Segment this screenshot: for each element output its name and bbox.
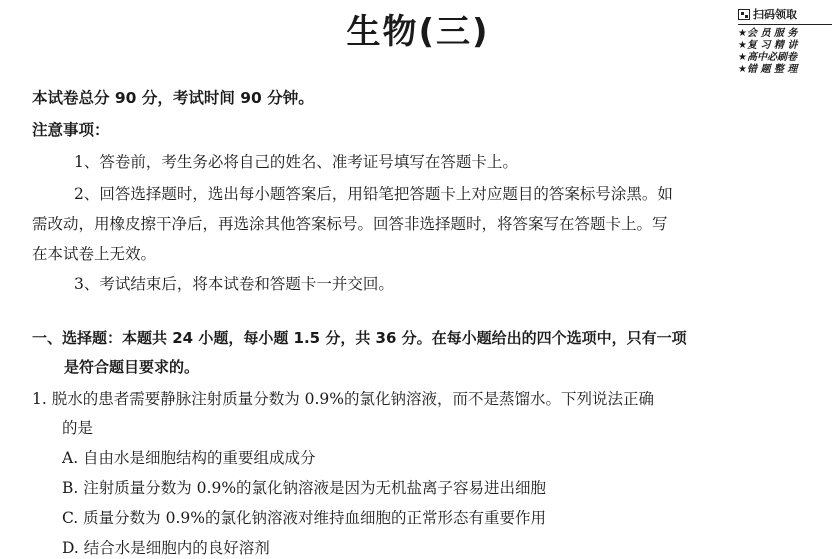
- notice-item: 2、回答选择题时，选出每小题答案后，用铅笔把答题卡上对应题目的答案标号涂黑。如: [74, 185, 673, 203]
- badge-item: ★高中必刷卷: [738, 52, 797, 63]
- exam-intro: 本试卷总分 90 分，考试时间 90 分钟。: [32, 89, 314, 107]
- scan-badge: [738, 6, 832, 76]
- notice-title: 注意事项：: [32, 121, 110, 139]
- question-stem: 1. 脱水的患者需要静脉注射质量分数为 0.9%的氯化钠溶液，而不是蒸馏水。下列说法正确: [32, 390, 655, 408]
- option-c: C. 质量分数为 0.9%的氯化钠溶液对维持血细胞的正常形态有重要作用: [62, 509, 546, 527]
- question-stem-cont: 的是: [62, 419, 94, 437]
- section-heading: 一、选择题：本题共 24 小题，每小题 1.5 分，共 36 分。在每小题给出的四个选项中，只有一项: [32, 329, 687, 347]
- option-a: A. 自由水是细胞结构的重要组成成分: [62, 449, 316, 467]
- notice-item: 在本试卷上无效。: [32, 245, 157, 263]
- badge-header-text: 扫码领取: [753, 8, 797, 21]
- section-heading-cont: 是符合题目要求的。: [64, 358, 200, 376]
- badge-item: ★复 习 精 讲: [738, 40, 798, 51]
- notice-item: 需改动，用橡皮擦干净后，再选涂其他答案标号。回答非选择题时，将答案写在答题卡上。写: [32, 215, 668, 233]
- option-b: B. 注射质量分数为 0.9%的氯化钠溶液是因为无机盐离子容易进出细胞: [62, 479, 547, 497]
- option-d: D. 结合水是细胞内的良好溶剂: [62, 539, 270, 557]
- notice-item: 1、答卷前，考生务必将自己的姓名、准考证号填写在答题卡上。: [74, 153, 518, 171]
- page-title: 生物(三): [346, 12, 490, 52]
- qr-code-icon: [738, 9, 750, 20]
- badge-header: [738, 6, 832, 25]
- notice-item: 3、考试结束后，将本试卷和答题卡一并交回。: [74, 275, 394, 293]
- badge-item: ★错 题 整 理: [738, 64, 798, 75]
- badge-item: ★会 员 服 务: [738, 28, 798, 39]
